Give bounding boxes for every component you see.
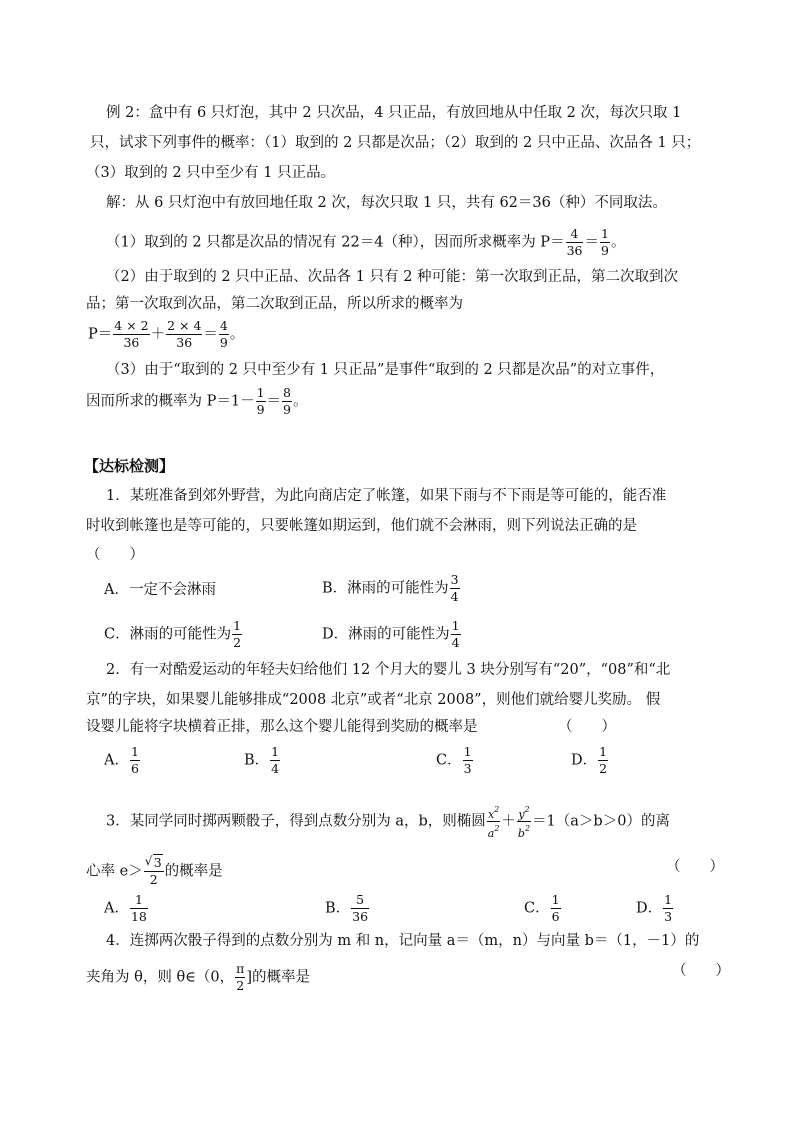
denominator: 9 <box>600 243 609 258</box>
denominator: 3 <box>463 761 472 776</box>
option-label: B． <box>244 752 270 769</box>
q4-line1: 4．连掷两次骰子得到的点数分别为 m 和 n，记向量 a＝（m，n）与向量 b＝（1，－1）的 <box>106 933 700 949</box>
radicand: 3 <box>153 855 162 870</box>
denominator: 36 <box>113 334 149 351</box>
q4-text-a: 夹角为 θ，则 θ∈（0， <box>86 969 235 986</box>
denominator: 2 <box>236 978 245 993</box>
period: 。 <box>293 393 308 410</box>
part3-text: 因而所求的概率为 P＝1－ <box>86 393 255 410</box>
fraction <box>144 855 164 888</box>
numerator: 1 <box>130 744 139 759</box>
fraction <box>166 318 202 351</box>
plus: ＋ <box>150 326 166 343</box>
q4-text-b: ]的概率是 <box>246 969 311 986</box>
solution-part2-formula <box>88 318 244 351</box>
option-label: B． <box>325 900 351 917</box>
y-symbol: y <box>518 808 525 821</box>
example2-line3: （3）取到的 2 只中至少有 1 只正品。 <box>86 165 336 181</box>
denominator: 9 <box>283 402 291 417</box>
example2-line1: 例 2：盒中有 6 只灯泡，其中 2 只次品，4 只正品，有放回地从中任取 2 次，每次只取 1 <box>106 105 682 121</box>
ellipse-y-term <box>517 803 531 840</box>
denominator: 36 <box>352 909 369 924</box>
q3-line2 <box>86 855 223 888</box>
part1-text: （1）取到的 2 只都是次品的情况有 22＝4（种），因而所求概率为 P＝ <box>106 234 565 251</box>
fraction <box>451 618 461 651</box>
denominator: 3 <box>664 909 673 924</box>
ellipse-x-term <box>487 803 501 840</box>
q3-bracket: （ ） <box>666 859 724 875</box>
fraction <box>450 572 460 605</box>
section-heading: 【达标检测】 <box>84 457 175 475</box>
option-label: C． <box>524 900 550 917</box>
q1-option-a: A．一定不会淋雨 <box>104 582 216 598</box>
option-d-text: D．淋雨的可能性为 <box>322 626 450 643</box>
equals: ＝ <box>266 393 282 410</box>
q2-option-d <box>571 744 609 777</box>
numerator: 1 <box>271 744 280 759</box>
denominator: 2 <box>599 761 608 776</box>
numerator: 1 <box>256 385 265 400</box>
radical-icon: √ <box>144 854 153 868</box>
plus: ＋ <box>501 813 516 830</box>
q3-text-a: 3．某同学同时掷两颗骰子，得到点数分别为 a，b，则椭圆 <box>106 813 486 830</box>
fraction <box>130 744 140 777</box>
denominator: 9 <box>256 402 265 417</box>
numerator: 1 <box>134 892 143 907</box>
denominator: 4 <box>450 589 459 604</box>
q2-line3: 设婴儿能将字块横着正排，那么这个婴儿能得到奖励的概率是 <box>86 719 478 735</box>
q3-text-c: 心率 e＞ <box>86 863 143 880</box>
denominator: 4 <box>271 761 280 776</box>
example2-line2: 只，试求下列事件的概率：（1）取到的 2 只都是次品；（2）取到的 2 只中正品、次品各 1 只； <box>90 135 701 151</box>
equals: ＝ <box>203 326 218 343</box>
p-equals: P＝ <box>88 326 113 343</box>
option-label: A． <box>104 752 129 769</box>
option-label: A． <box>104 900 129 917</box>
solution-part3-line2 <box>86 385 308 418</box>
numerator: 1 <box>664 892 673 907</box>
fraction <box>282 385 292 418</box>
q2-line1: 2．有一对酷爱运动的年轻夫妇给他们 12 个月大的婴儿 3 块分别写有“20”，“08”和“北 <box>106 662 671 678</box>
x-symbol: x <box>487 808 495 821</box>
fraction <box>256 385 266 418</box>
period: 。 <box>229 326 245 343</box>
denominator: 2 <box>144 871 164 888</box>
numerator: 4 × 2 <box>114 318 149 333</box>
q3-option-a <box>104 892 149 925</box>
numerator: 1 <box>233 618 242 633</box>
q3-option-d <box>636 892 674 925</box>
fraction <box>351 892 369 925</box>
q2-bracket: （ ） <box>558 719 616 735</box>
fraction <box>232 618 242 651</box>
q4-bracket: （ ） <box>672 963 730 979</box>
fraction <box>551 892 561 925</box>
superscript: 2 <box>494 824 500 833</box>
denominator: 36 <box>166 334 202 351</box>
q2-option-c <box>436 744 474 777</box>
numerator: π <box>236 961 245 976</box>
q1-line2: 时收到帐篷也是等可能的，只要帐篷如期运到，他们就不会淋雨，则下列说法正确的是 <box>86 518 637 534</box>
fraction <box>463 744 473 777</box>
solution-part2-line1: （2）由于取到的 2 只中正品、次品各 1 只有 2 种可能：第一次取到正品，第二次取到次 <box>106 269 679 285</box>
q2-line2: 京”的字块，如果婴儿能够排成“2008 北京”或者“北京 2008”，则他们就给婴儿奖励。 假 <box>86 692 661 708</box>
fraction <box>270 744 280 777</box>
a-symbol: a <box>487 827 495 840</box>
denominator: 4 <box>451 635 460 650</box>
q2-option-b <box>244 744 281 777</box>
fraction <box>113 318 149 351</box>
numerator: 1 <box>599 744 608 759</box>
solution-part1 <box>106 226 625 259</box>
solution-part3-line1: （3）由于“取到的 2 只中至少有 1 只正品”是事件“取到的 2 只都是次品”的对立事件， <box>106 362 665 378</box>
denominator: 6 <box>130 761 139 776</box>
numerator: 4 <box>570 226 579 241</box>
fraction <box>235 961 245 994</box>
q3-text-b: ＝1（a＞b＞0）的离 <box>532 813 670 830</box>
denominator: 2 <box>233 635 242 650</box>
superscript: 2 <box>524 824 531 833</box>
q1-option-c <box>104 618 243 651</box>
option-label: C． <box>436 752 462 769</box>
q1-line1: 1．某班准备到郊外野营，为此向商店定了帐篷，如果下雨与不下雨是等可能的，能否准 <box>106 488 667 504</box>
q3-line1 <box>106 803 670 840</box>
numerator: 1 <box>463 744 472 759</box>
numerator: 1 <box>551 892 560 907</box>
fraction <box>598 744 608 777</box>
q2-option-a <box>104 744 141 777</box>
sqrt <box>145 855 163 871</box>
option-c-text: C．淋雨的可能性为 <box>104 626 232 643</box>
numerator: 5 <box>356 892 365 907</box>
denominator: 18 <box>130 909 147 924</box>
q3-text-d: 的概率是 <box>164 863 223 880</box>
numerator: 1 <box>600 226 609 241</box>
denominator: 36 <box>566 243 583 258</box>
fraction <box>566 226 584 259</box>
q1-bracket: （ ） <box>86 547 144 563</box>
solution-part2-line2: 品；第一次取到次品，第二次取到正品，所以所求的概率为 <box>86 296 463 312</box>
fraction <box>663 892 673 925</box>
b-symbol: b <box>517 827 525 840</box>
equals: ＝ <box>584 234 599 251</box>
numerator: 1 <box>451 618 460 633</box>
denominator: 9 <box>219 335 228 350</box>
superscript: 2 <box>524 805 530 814</box>
numerator: 8 <box>283 385 291 400</box>
fraction <box>219 318 229 351</box>
option-b-text: B．淋雨的可能性为 <box>322 580 449 597</box>
q1-option-d <box>322 618 462 651</box>
superscript: 2 <box>494 805 500 814</box>
period: 。 <box>610 234 626 251</box>
q3-option-c <box>524 892 562 925</box>
fraction <box>130 892 148 925</box>
numerator: 4 <box>219 318 228 333</box>
solution-line1: 解：从 6 只灯泡中有放回地任取 2 次，每次只取 1 只，共有 62＝36（种）不同取法。 <box>106 195 667 211</box>
denominator: 6 <box>551 909 560 924</box>
fraction <box>600 226 610 259</box>
q3-option-b <box>325 892 370 925</box>
numerator: 3 <box>450 572 459 587</box>
option-label: D． <box>636 900 663 917</box>
numerator: 2 × 4 <box>167 318 202 333</box>
q4-line2 <box>86 961 310 994</box>
option-label: D． <box>571 752 598 769</box>
q1-option-b <box>322 572 461 605</box>
